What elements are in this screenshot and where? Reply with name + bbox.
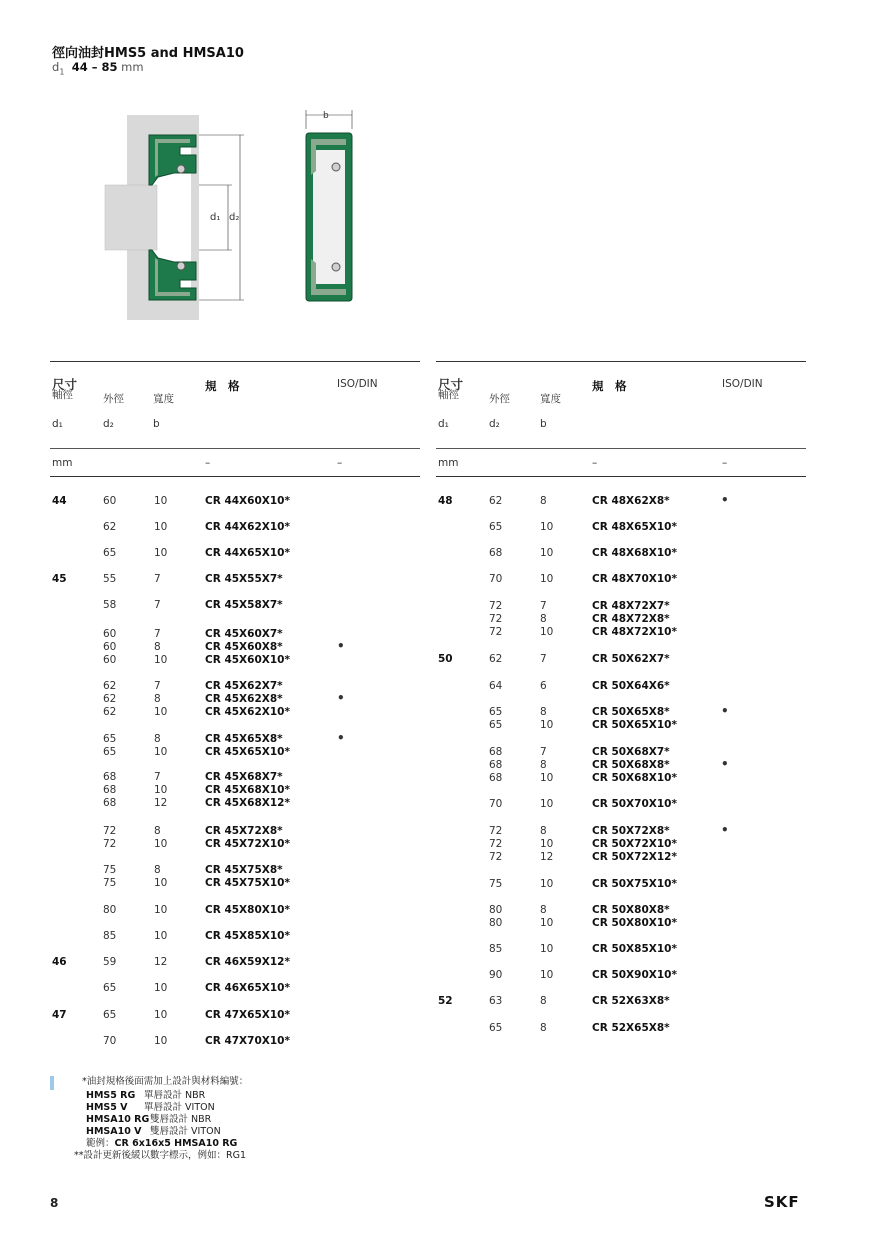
right-cell-designation: CR 48X62X8* (592, 495, 670, 507)
left-header-iso: ISO/DIN (337, 378, 378, 390)
footnote-row (86, 1114, 212, 1126)
right-header-size: 尺寸 (438, 377, 464, 392)
right-cell-d2: 65 (489, 521, 503, 533)
left-header-shaft: 軸徑 (52, 389, 73, 401)
left-cell-designation: CR 45X72X8* (205, 825, 283, 837)
left-cell-d2: 60 (103, 654, 117, 666)
size-range-unit: mm (121, 60, 144, 74)
right-cell-b: 6 (540, 680, 547, 692)
right-cell-d1: 48 (438, 495, 453, 507)
left-cell-b: 7 (154, 628, 161, 640)
right-header-iso: ISO/DIN (722, 378, 763, 390)
right-cell-iso: • (721, 823, 729, 837)
left-cell-designation: CR 46X65X10* (205, 982, 290, 994)
right-cell-b: 7 (540, 653, 547, 665)
left-cell-b: 10 (154, 1009, 168, 1021)
footnote-marker (50, 1076, 54, 1090)
right-cell-designation: CR 50X80X10* (592, 917, 677, 929)
left-cell-designation: CR 45X55X7* (205, 573, 283, 585)
footnote-desc: 雙唇設計 NBR (150, 1114, 212, 1125)
label-d1: d₁ (210, 212, 221, 223)
right-cell-designation: CR 50X72X8* (592, 825, 670, 837)
right-cell-b: 10 (540, 547, 554, 559)
right-header-b: b (540, 418, 547, 430)
left-cell-b: 10 (154, 784, 168, 796)
left-cell-designation: CR 47X65X10* (205, 1009, 290, 1021)
footnote-code: HMSA10 V (86, 1126, 142, 1137)
left-header-outer: 外徑 (103, 393, 124, 405)
left-cell-iso: • (337, 731, 345, 745)
right-cell-d2: 62 (489, 495, 503, 507)
right-cell-d2: 72 (489, 613, 503, 625)
right-cell-d2: 68 (489, 772, 503, 784)
right-cell-b: 7 (540, 746, 547, 758)
left-cell-d2: 65 (103, 982, 117, 994)
left-header-d1: d₁ (52, 418, 63, 430)
footnote-example-label: 範例： (86, 1138, 115, 1149)
right-cell-designation: CR 50X68X10* (592, 772, 677, 784)
left-cell-d2: 68 (103, 797, 117, 809)
left-cell-d2: 62 (103, 693, 117, 705)
right-cell-designation: CR 50X65X8* (592, 706, 670, 718)
left-header-d2: d₂ (103, 418, 114, 430)
left-cell-designation: CR 45X80X10* (205, 904, 290, 916)
left-cell-designation: CR 45X65X8* (205, 733, 283, 745)
footnote-row (86, 1090, 206, 1102)
right-cell-designation: CR 50X64X6* (592, 680, 670, 692)
seal-cross-section-drawing (100, 105, 370, 325)
right-cell-d2: 68 (489, 746, 503, 758)
right-cell-iso: • (721, 757, 729, 771)
left-header-bottom-rule (50, 476, 420, 477)
right-cell-b: 10 (540, 798, 554, 810)
left-cell-b: 10 (154, 838, 168, 850)
left-cell-b: 7 (154, 771, 161, 783)
right-cell-b: 8 (540, 904, 547, 916)
left-cell-b: 8 (154, 864, 161, 876)
right-cell-designation: CR 48X70X10* (592, 573, 677, 585)
left-cell-designation: CR 45X62X8* (205, 693, 283, 705)
size-range-symbol: d (52, 60, 60, 74)
right-cell-designation: CR 50X72X10* (592, 838, 677, 850)
left-cell-b: 8 (154, 693, 161, 705)
footnote-note-mark: ** (74, 1150, 84, 1161)
right-cell-d2: 80 (489, 917, 503, 929)
left-cell-designation: CR 45X62X10* (205, 706, 290, 718)
left-cell-b: 8 (154, 641, 161, 653)
left-cell-d1: 44 (52, 495, 67, 507)
footnote-example-code: CR 6x16x5 HMSA10 RG (114, 1138, 238, 1149)
right-cell-b: 8 (540, 613, 547, 625)
right-cell-b: 10 (540, 917, 554, 929)
left-cell-b: 12 (154, 956, 168, 968)
right-cell-b: 10 (540, 719, 554, 731)
left-cell-iso: • (337, 639, 345, 653)
right-cell-designation: CR 50X90X10* (592, 969, 677, 981)
left-cell-d2: 59 (103, 956, 117, 968)
right-cell-b: 10 (540, 969, 554, 981)
left-cell-b: 10 (154, 746, 168, 758)
left-cell-b: 10 (154, 930, 168, 942)
shaft (105, 185, 157, 250)
right-cell-designation: CR 48X72X7* (592, 600, 670, 612)
right-cell-designation: CR 52X65X8* (592, 1022, 670, 1034)
left-cell-d1: 47 (52, 1009, 67, 1021)
footnote-code: HMS5 RG (86, 1090, 136, 1101)
footnote-row (86, 1102, 215, 1114)
left-cell-b: 10 (154, 521, 168, 533)
right-cell-d2: 90 (489, 969, 503, 981)
footnote-example (86, 1138, 237, 1150)
right-cell-designation: CR 50X62X7* (592, 653, 670, 665)
right-cell-d2: 75 (489, 878, 503, 890)
left-cell-d2: 72 (103, 825, 117, 837)
right-header-unit: mm (438, 457, 459, 469)
right-cell-b: 8 (540, 706, 547, 718)
left-cell-d2: 72 (103, 838, 117, 850)
right-cell-d2: 65 (489, 706, 503, 718)
right-cell-b: 10 (540, 943, 554, 955)
right-cell-iso: • (721, 704, 729, 718)
right-header-mid-rule (436, 448, 806, 449)
footnote-code: HMS5 V (86, 1102, 128, 1113)
right-header-outer: 外徑 (489, 393, 510, 405)
left-cell-d2: 62 (103, 706, 117, 718)
left-cell-b: 10 (154, 877, 168, 889)
left-cell-d2: 65 (103, 733, 117, 745)
right-cell-d2: 62 (489, 653, 503, 665)
seal-lower (149, 250, 196, 300)
right-cell-d2: 72 (489, 851, 503, 863)
right-cell-d2: 80 (489, 904, 503, 916)
right-cell-designation: CR 48X72X8* (592, 613, 670, 625)
right-cell-d2: 72 (489, 600, 503, 612)
left-cell-b: 7 (154, 573, 161, 585)
right-cell-b: 8 (540, 495, 547, 507)
right-cell-b: 8 (540, 995, 547, 1007)
right-cell-d2: 72 (489, 626, 503, 638)
right-cell-b: 8 (540, 825, 547, 837)
left-cell-designation: CR 45X60X8* (205, 641, 283, 653)
left-cell-d2: 60 (103, 628, 117, 640)
right-cell-designation: CR 48X68X10* (592, 547, 677, 559)
left-cell-b: 8 (154, 733, 161, 745)
right-header-dash-iso: – (722, 457, 728, 469)
left-header-size: 尺寸 (52, 377, 78, 392)
right-cell-d2: 65 (489, 1022, 503, 1034)
left-cell-d2: 55 (103, 573, 117, 585)
left-cell-designation: CR 45X62X7* (205, 680, 283, 692)
right-cell-b: 10 (540, 878, 554, 890)
right-header-dash-spec: – (592, 457, 598, 469)
left-cell-b: 7 (154, 680, 161, 692)
right-header-d1: d₁ (438, 418, 449, 430)
footnote-note (74, 1150, 246, 1162)
left-cell-d2: 65 (103, 746, 117, 758)
right-header-top-rule (436, 361, 806, 362)
footnote-desc: 單唇設計 NBR (144, 1090, 206, 1101)
right-cell-d2: 63 (489, 995, 503, 1007)
right-cell-d2: 72 (489, 838, 503, 850)
left-cell-d1: 45 (52, 573, 67, 585)
right-cell-d2: 64 (489, 680, 503, 692)
right-cell-designation: CR 48X65X10* (592, 521, 677, 533)
size-range-index: 1 (59, 67, 65, 77)
footnote-row (86, 1126, 221, 1138)
right-cell-designation: CR 48X72X10* (592, 626, 677, 638)
right-cell-designation: CR 50X80X8* (592, 904, 670, 916)
left-cell-designation: CR 45X65X10* (205, 746, 290, 758)
size-range (52, 60, 144, 76)
right-cell-d2: 85 (489, 943, 503, 955)
right-cell-b: 10 (540, 573, 554, 585)
right-cell-d2: 72 (489, 825, 503, 837)
right-cell-d2: 70 (489, 798, 503, 810)
left-cell-d2: 80 (103, 904, 117, 916)
right-cell-b: 10 (540, 838, 554, 850)
right-cell-b: 8 (540, 759, 547, 771)
right-cell-b: 10 (540, 626, 554, 638)
right-header-width: 寬度 (540, 393, 561, 405)
page-number: 8 (50, 1196, 59, 1210)
left-cell-designation: CR 45X75X8* (205, 864, 283, 876)
right-header-spec: 規 格 (592, 379, 627, 393)
left-cell-d2: 75 (103, 877, 117, 889)
right-cell-designation: CR 50X68X8* (592, 759, 670, 771)
left-cell-b: 12 (154, 797, 168, 809)
left-cell-d2: 58 (103, 599, 117, 611)
left-cell-b: 10 (154, 706, 168, 718)
footnote-note-text: 設計更新後緩以數字標示，例如：RG1 (83, 1150, 247, 1161)
right-cell-d2: 68 (489, 759, 503, 771)
right-cell-b: 7 (540, 600, 547, 612)
right-cell-designation: CR 50X70X10* (592, 798, 677, 810)
seal-side-view (306, 133, 352, 301)
left-cell-designation: CR 45X68X12* (205, 797, 290, 809)
left-cell-b: 10 (154, 904, 168, 916)
footnote-desc: 雙唇設計 VITON (150, 1126, 221, 1137)
right-cell-d1: 52 (438, 995, 453, 1007)
footnote-desc: 單唇設計 VITON (144, 1102, 215, 1113)
left-cell-d2: 65 (103, 1009, 117, 1021)
left-cell-d2: 85 (103, 930, 117, 942)
right-cell-b: 12 (540, 851, 554, 863)
right-cell-d2: 70 (489, 573, 503, 585)
left-cell-d2: 62 (103, 521, 117, 533)
left-header-width: 寬度 (153, 393, 174, 405)
left-cell-b: 10 (154, 982, 168, 994)
footnote-code: HMSA10 RG (86, 1114, 150, 1125)
left-cell-b: 10 (154, 495, 168, 507)
left-header-mid-rule (50, 448, 420, 449)
right-cell-d2: 68 (489, 547, 503, 559)
left-cell-b: 10 (154, 654, 168, 666)
left-cell-b: 8 (154, 825, 161, 837)
left-cell-designation: CR 45X68X10* (205, 784, 290, 796)
label-d2: d₂ (229, 212, 240, 223)
left-cell-d1: 46 (52, 956, 67, 968)
label-b: b (323, 111, 329, 121)
left-cell-d2: 65 (103, 547, 117, 559)
right-cell-iso: • (721, 493, 729, 507)
left-cell-d2: 60 (103, 495, 117, 507)
right-header-d2: d₂ (489, 418, 500, 430)
size-range-value: 44 – 85 (71, 60, 118, 74)
left-cell-designation: CR 45X60X7* (205, 628, 283, 640)
left-cell-designation: CR 44X60X10* (205, 495, 290, 507)
left-cell-designation: CR 45X75X10* (205, 877, 290, 889)
left-cell-iso: • (337, 691, 345, 705)
left-cell-d2: 68 (103, 771, 117, 783)
left-cell-designation: CR 45X68X7* (205, 771, 283, 783)
right-cell-d2: 65 (489, 719, 503, 731)
page-title: 徑向油封HMS5 and HMSA10 (52, 46, 244, 61)
left-cell-d2: 68 (103, 784, 117, 796)
left-header-top-rule (50, 361, 420, 362)
footnote-intro: *油封規格後面需加上設計與材料編號： (82, 1076, 249, 1087)
left-cell-d2: 70 (103, 1035, 117, 1047)
skf-logo: SKF (764, 1193, 800, 1211)
left-cell-d2: 60 (103, 641, 117, 653)
left-header-spec: 規 格 (205, 379, 240, 393)
left-cell-designation: CR 45X85X10* (205, 930, 290, 942)
left-header-b: b (153, 418, 160, 430)
left-cell-d2: 75 (103, 864, 117, 876)
right-cell-d1: 50 (438, 653, 453, 665)
left-cell-b: 7 (154, 599, 161, 611)
right-cell-designation: CR 50X68X7* (592, 746, 670, 758)
left-cell-designation: CR 44X62X10* (205, 521, 290, 533)
left-cell-designation: CR 45X58X7* (205, 599, 283, 611)
right-cell-b: 8 (540, 1022, 547, 1034)
seal-upper (149, 135, 196, 185)
left-cell-d2: 62 (103, 680, 117, 692)
right-cell-b: 10 (540, 772, 554, 784)
left-cell-designation: CR 44X65X10* (205, 547, 290, 559)
left-cell-designation: CR 46X59X12* (205, 956, 290, 968)
left-header-unit: mm (52, 457, 73, 469)
left-cell-b: 10 (154, 547, 168, 559)
left-cell-designation: CR 45X60X10* (205, 654, 290, 666)
right-cell-b: 10 (540, 521, 554, 533)
right-header-shaft: 軸徑 (438, 389, 459, 401)
left-header-dash-iso: – (337, 457, 343, 469)
right-header-bottom-rule (436, 476, 806, 477)
right-cell-designation: CR 50X65X10* (592, 719, 677, 731)
right-cell-designation: CR 50X75X10* (592, 878, 677, 890)
right-cell-designation: CR 52X63X8* (592, 995, 670, 1007)
left-cell-designation: CR 45X72X10* (205, 838, 290, 850)
right-cell-designation: CR 50X72X12* (592, 851, 677, 863)
left-cell-b: 10 (154, 1035, 168, 1047)
left-cell-designation: CR 47X70X10* (205, 1035, 290, 1047)
left-header-dash-spec: – (205, 457, 211, 469)
right-cell-designation: CR 50X85X10* (592, 943, 677, 955)
